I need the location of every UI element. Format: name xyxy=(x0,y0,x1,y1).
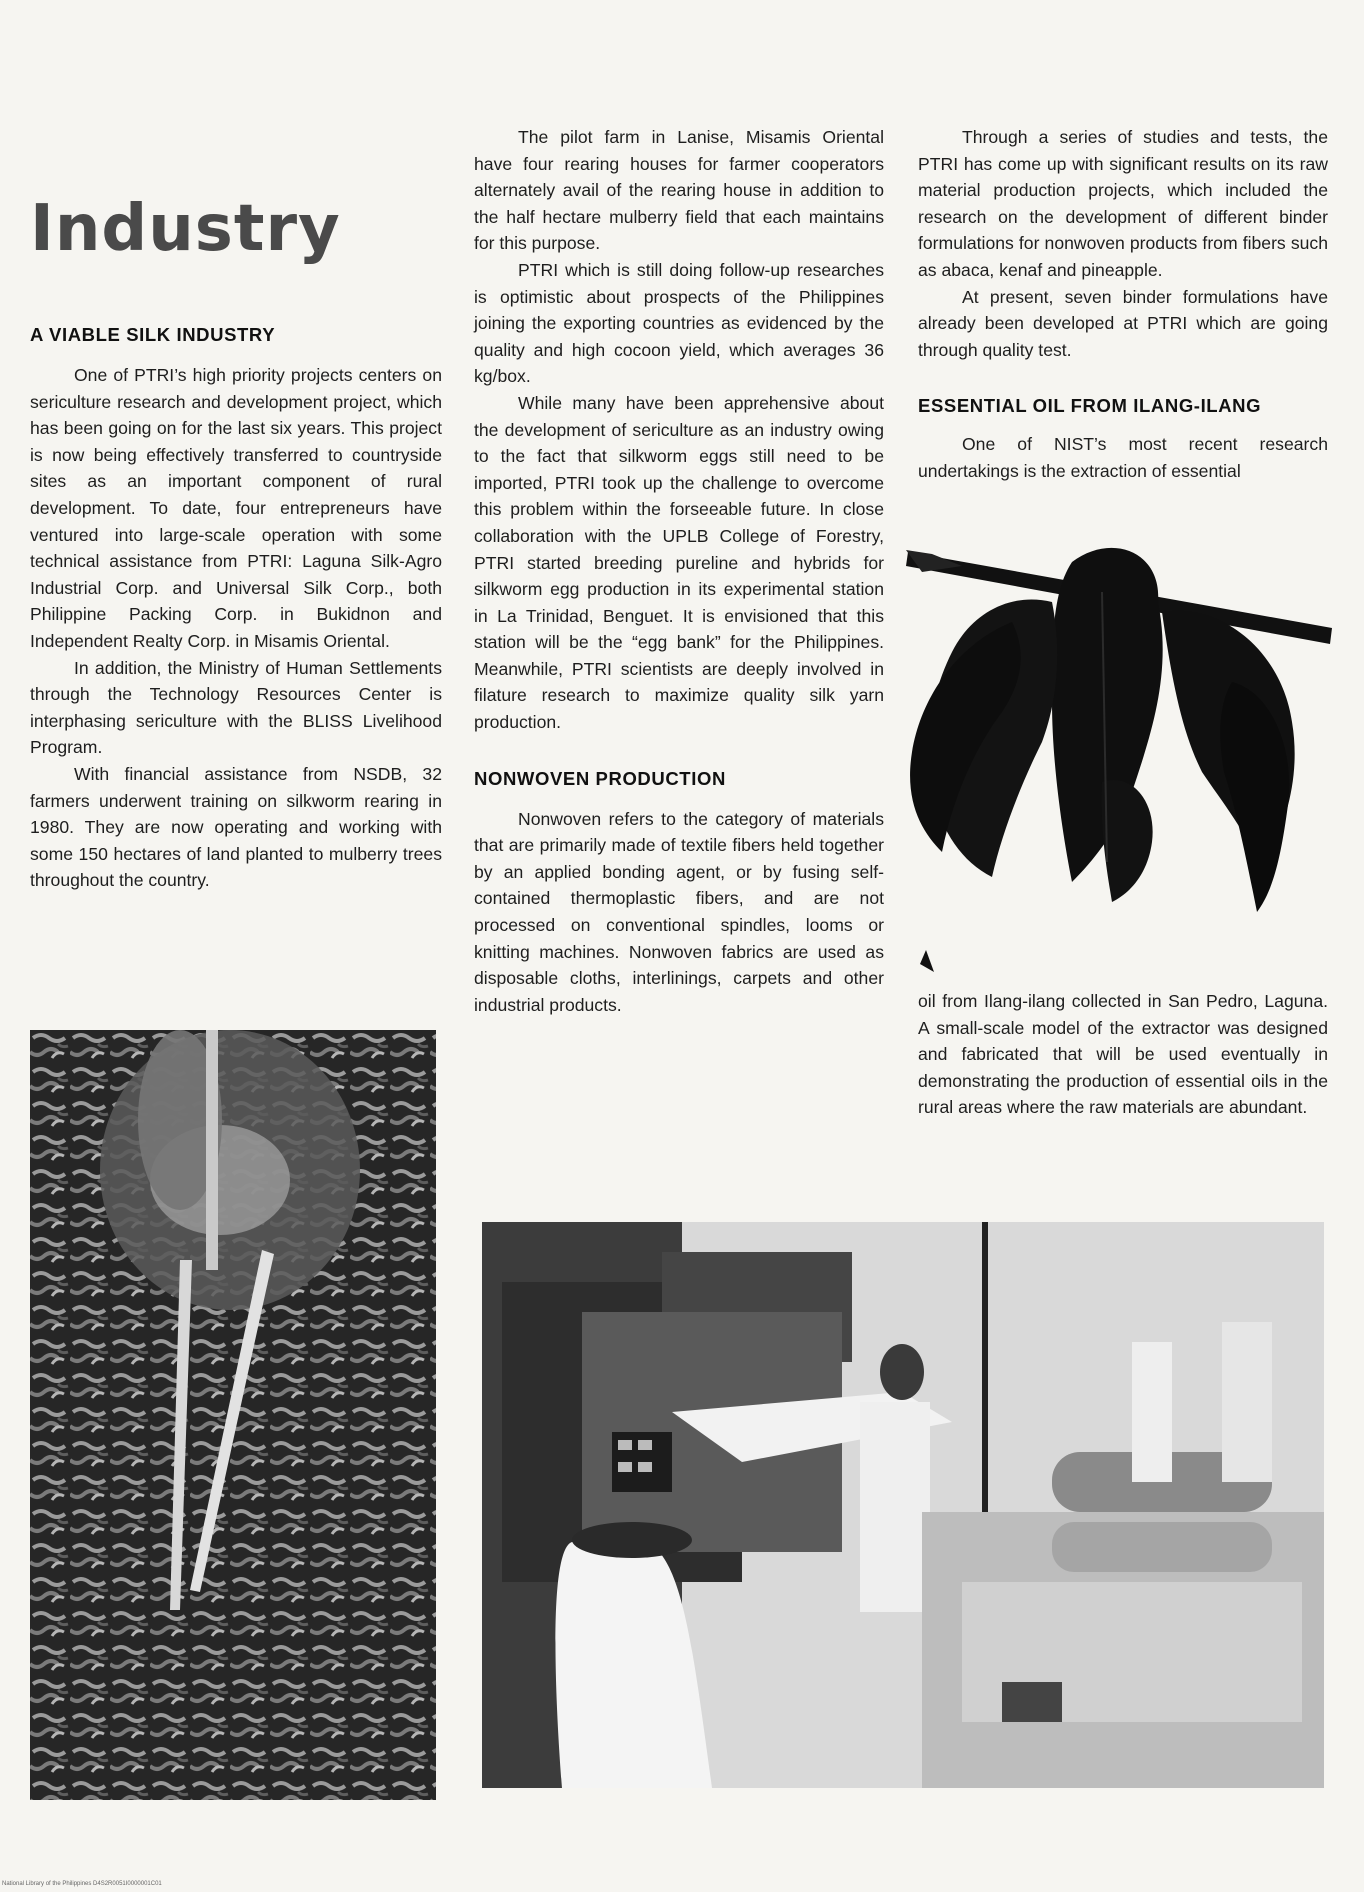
paragraph: In addition, the Ministry of Human Settlements through the Technology Resources Center is interphasing sericulture with the BLISS Livelihood Program. xyxy=(30,657,442,758)
paragraph: Through a series of studies and tests, the PTRI has come up with significant results on its raw material production projects, which included the research on the development of different binder formulations for nonwoven products from fibers such as abaca, kenaf and pineapple. xyxy=(918,127,1328,280)
paragraph: At present, seven binder formulations have already been developed at PTRI which are going through quality test. xyxy=(918,286,1328,360)
paragraph: One of PTRI’s high priority projects centers on sericulture research and development project, which has been going on for the last six years. This project is now being effectively transferred to countryside sites as an important component of rural development. To date, four entrepreneurs have ventured into large-scale operation with some technical assistance from PTRI: Laguna Silk-Agro Industrial Corp. and Universal Silk Corp., both Philippine Packing Corp. in Bukidnon and Independent Realty Corp. in Misamis Oriental. xyxy=(30,365,442,651)
column-2 xyxy=(474,124,884,1018)
paragraph: With financial assistance from NSDB, 32 farmers underwent training on silkworm rearing in 1980. They are now operating and working with some 150 hectares of land planted to mulberry trees throughout the country. xyxy=(30,763,442,891)
page-title: Industry xyxy=(30,192,341,266)
column-1 xyxy=(30,322,442,894)
column-3-top xyxy=(918,124,1328,485)
heading-essential-oil: ESSENTIAL OIL FROM ILANG-ILANG xyxy=(918,395,1262,417)
library-footer-note: National Library of the Philippines D4S2R0051I0000001C01 xyxy=(2,1881,162,1887)
paragraph: Nonwoven refers to the category of materials that are primarily made of textile fibers held together by an applied bonding agent, or by fusing self-contained thermoplastic fibers, and are not processed on conventional spindles, looms or knitting machines. Nonwoven fabrics are used as disposable cloths, interlinings, carpets and other industrial products. xyxy=(474,808,884,1015)
ilang-ilang-leaves-illustration xyxy=(902,532,1342,988)
column-3-bottom xyxy=(918,988,1328,1121)
heading-silk-industry: A VIABLE SILK INDUSTRY xyxy=(30,324,276,345)
paragraph: oil from Ilang-ilang collected in San Pedro, Laguna. A small-scale model of the extractor was designed and fabricated that will be used eventually in demonstrating the production of essential oils in the rural areas where the raw materials are abundant. xyxy=(918,991,1328,1118)
nonwoven-machine-photo xyxy=(482,1222,1324,1788)
paragraph: The pilot farm in Lanise, Misamis Oriental have four rearing houses for farmer cooperators alternately avail of the rearing house in addition to the half hectare mulberry field that each maintains for this purpose. xyxy=(474,127,884,254)
paragraph: One of NIST’s most recent research undertakings is the extraction of essential xyxy=(918,434,1328,481)
silkworm-rearing-photo xyxy=(30,1030,436,1800)
heading-nonwoven: NONWOVEN PRODUCTION xyxy=(474,767,726,789)
paragraph: While many have been apprehensive about the development of sericulture as an industry owing to the fact that silkworm eggs still need to be imported, PTRI took up the challenge to overcome this problem within the forseeable future. In close collaboration with the UPLB College of Forestry, PTRI started breeding pureline and hybrids for silkworm egg production in its experimental station in La Trinidad, Benguet. It is envisioned that this station will be the “egg bank” for the Philippines. Meanwhile, PTRI scientists are deeply involved in filature research to maximize quality silk yarn production. xyxy=(474,392,884,733)
paragraph: PTRI which is still doing follow-up researches is optimistic about prospects of the Philippines joining the exporting countries as evidenced by the quality and high cocoon yield, which averages 36 kg/box. xyxy=(474,259,884,387)
